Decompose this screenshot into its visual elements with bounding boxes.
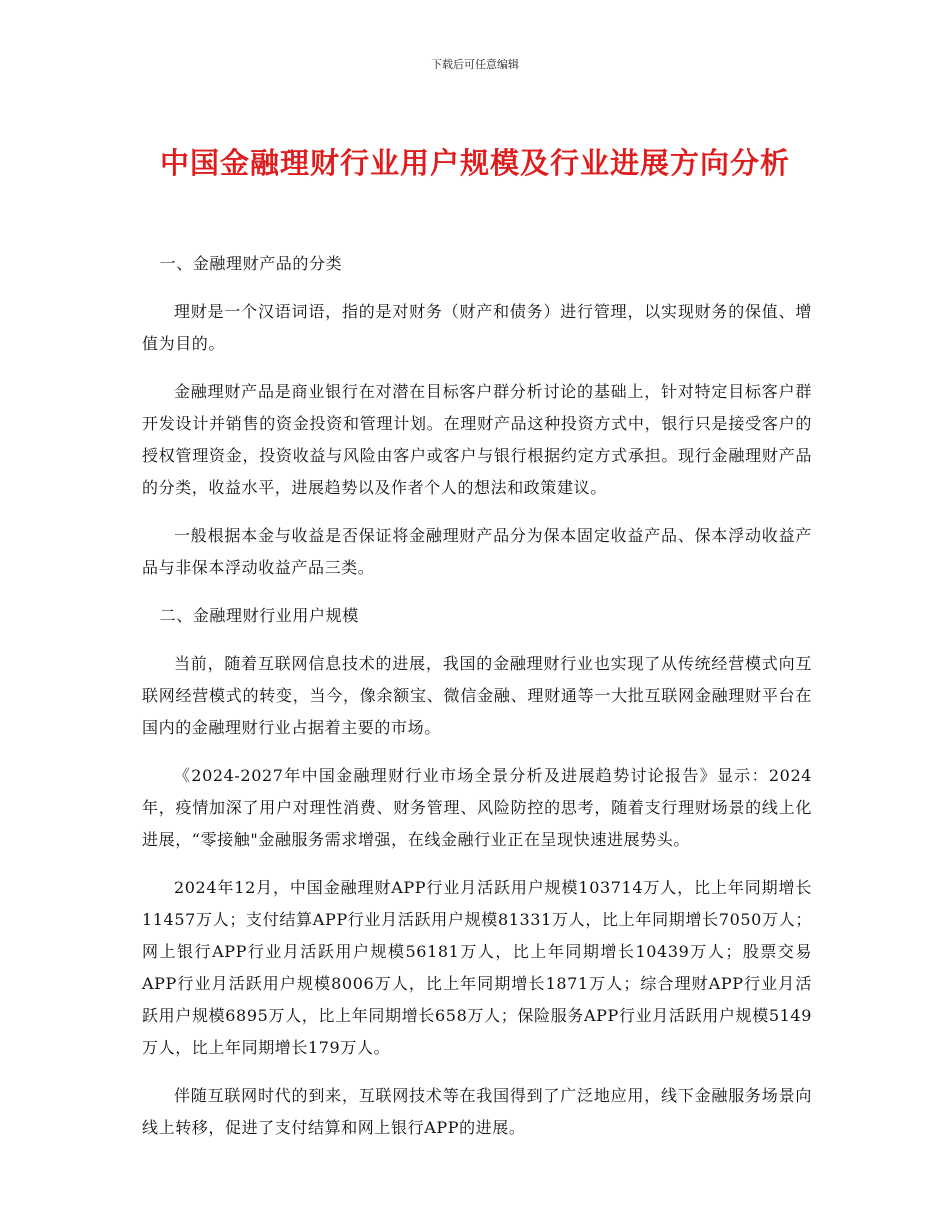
document-title: 中国金融理财行业用户规模及行业进展方向分析 xyxy=(160,146,791,180)
paragraph-report: 《2024-2027年中国金融理财行业市场全景分析及进展趋势讨论报告》显示：2024年，疫情加深了用户对理性消费、财务管理、风险防控的思考，随着支行理财场景的线上化进展，“零接触"金融服务需求增强，在线金融行业正在呈现快速进展势头。 xyxy=(142,766,812,849)
paragraph-online-migration: 伴随互联网时代的到来，互联网技术等在我国得到了广泛地应用，线下金融服务场景向线上转移，促进了支付结算和网上银行APP的进展。 xyxy=(142,1086,812,1137)
paragraph-products: 金融理财产品是商业银行在对潜在目标客户群分析讨论的基础上，针对特定目标客户群开发设计并销售的资金投资和管理计划。在理财产品这种投资方式中，银行只是接受客户的授权管理资金，投资收益与风险由客户或客户与银行根据约定方式承担。现行金融理财产品的分类，收益水平，进展趋势以及作者个人的想法和政策建议。 xyxy=(142,382,812,497)
paragraph-internet-transition: 当前，随着互联网信息技术的进展，我国的金融理财行业也实现了从传统经营模式向互联网经营模式的转变，当今，像余额宝、微信金融、理财通等一大批互联网金融理财平台在国内的金融理财行业占据着主要的市场。 xyxy=(142,654,812,737)
paragraph-user-statistics: 2024年12月，中国金融理财APP行业月活跃用户规模103714万人，比上年同期增长11457万人；支付结算APP行业月活跃用户规模81331万人，比上年同期增长7050万人；网上银行APP行业月活跃用户规模56181万人，比上年同期增长10439万人；股票交易APP行业月活跃用户规模8006万人，比上年同期增长1871万人；综合理财APP行业月活跃用户规模6895万人，比上年同期增长658万人；保险服务APP行业月活跃用户规模5149万人，比上年同期增长179万人。 xyxy=(142,878,812,1057)
paragraph-classification: 一般根据本金与收益是否保证将金融理财产品分为保本固定收益产品、保本浮动收益产品与非保本浮动收益产品三类。 xyxy=(142,526,812,577)
document-body xyxy=(142,248,812,1160)
section-heading-1: 一、金融理财产品的分类 xyxy=(159,254,343,273)
paragraph-definition: 理财是一个汉语词语，指的是对财务（财产和债务）进行管理，以实现财务的保值、增值为目的。 xyxy=(142,302,812,353)
download-note: 下载后可任意编辑 xyxy=(431,58,519,71)
section-heading-2: 二、金融理财行业用户规模 xyxy=(159,606,359,625)
